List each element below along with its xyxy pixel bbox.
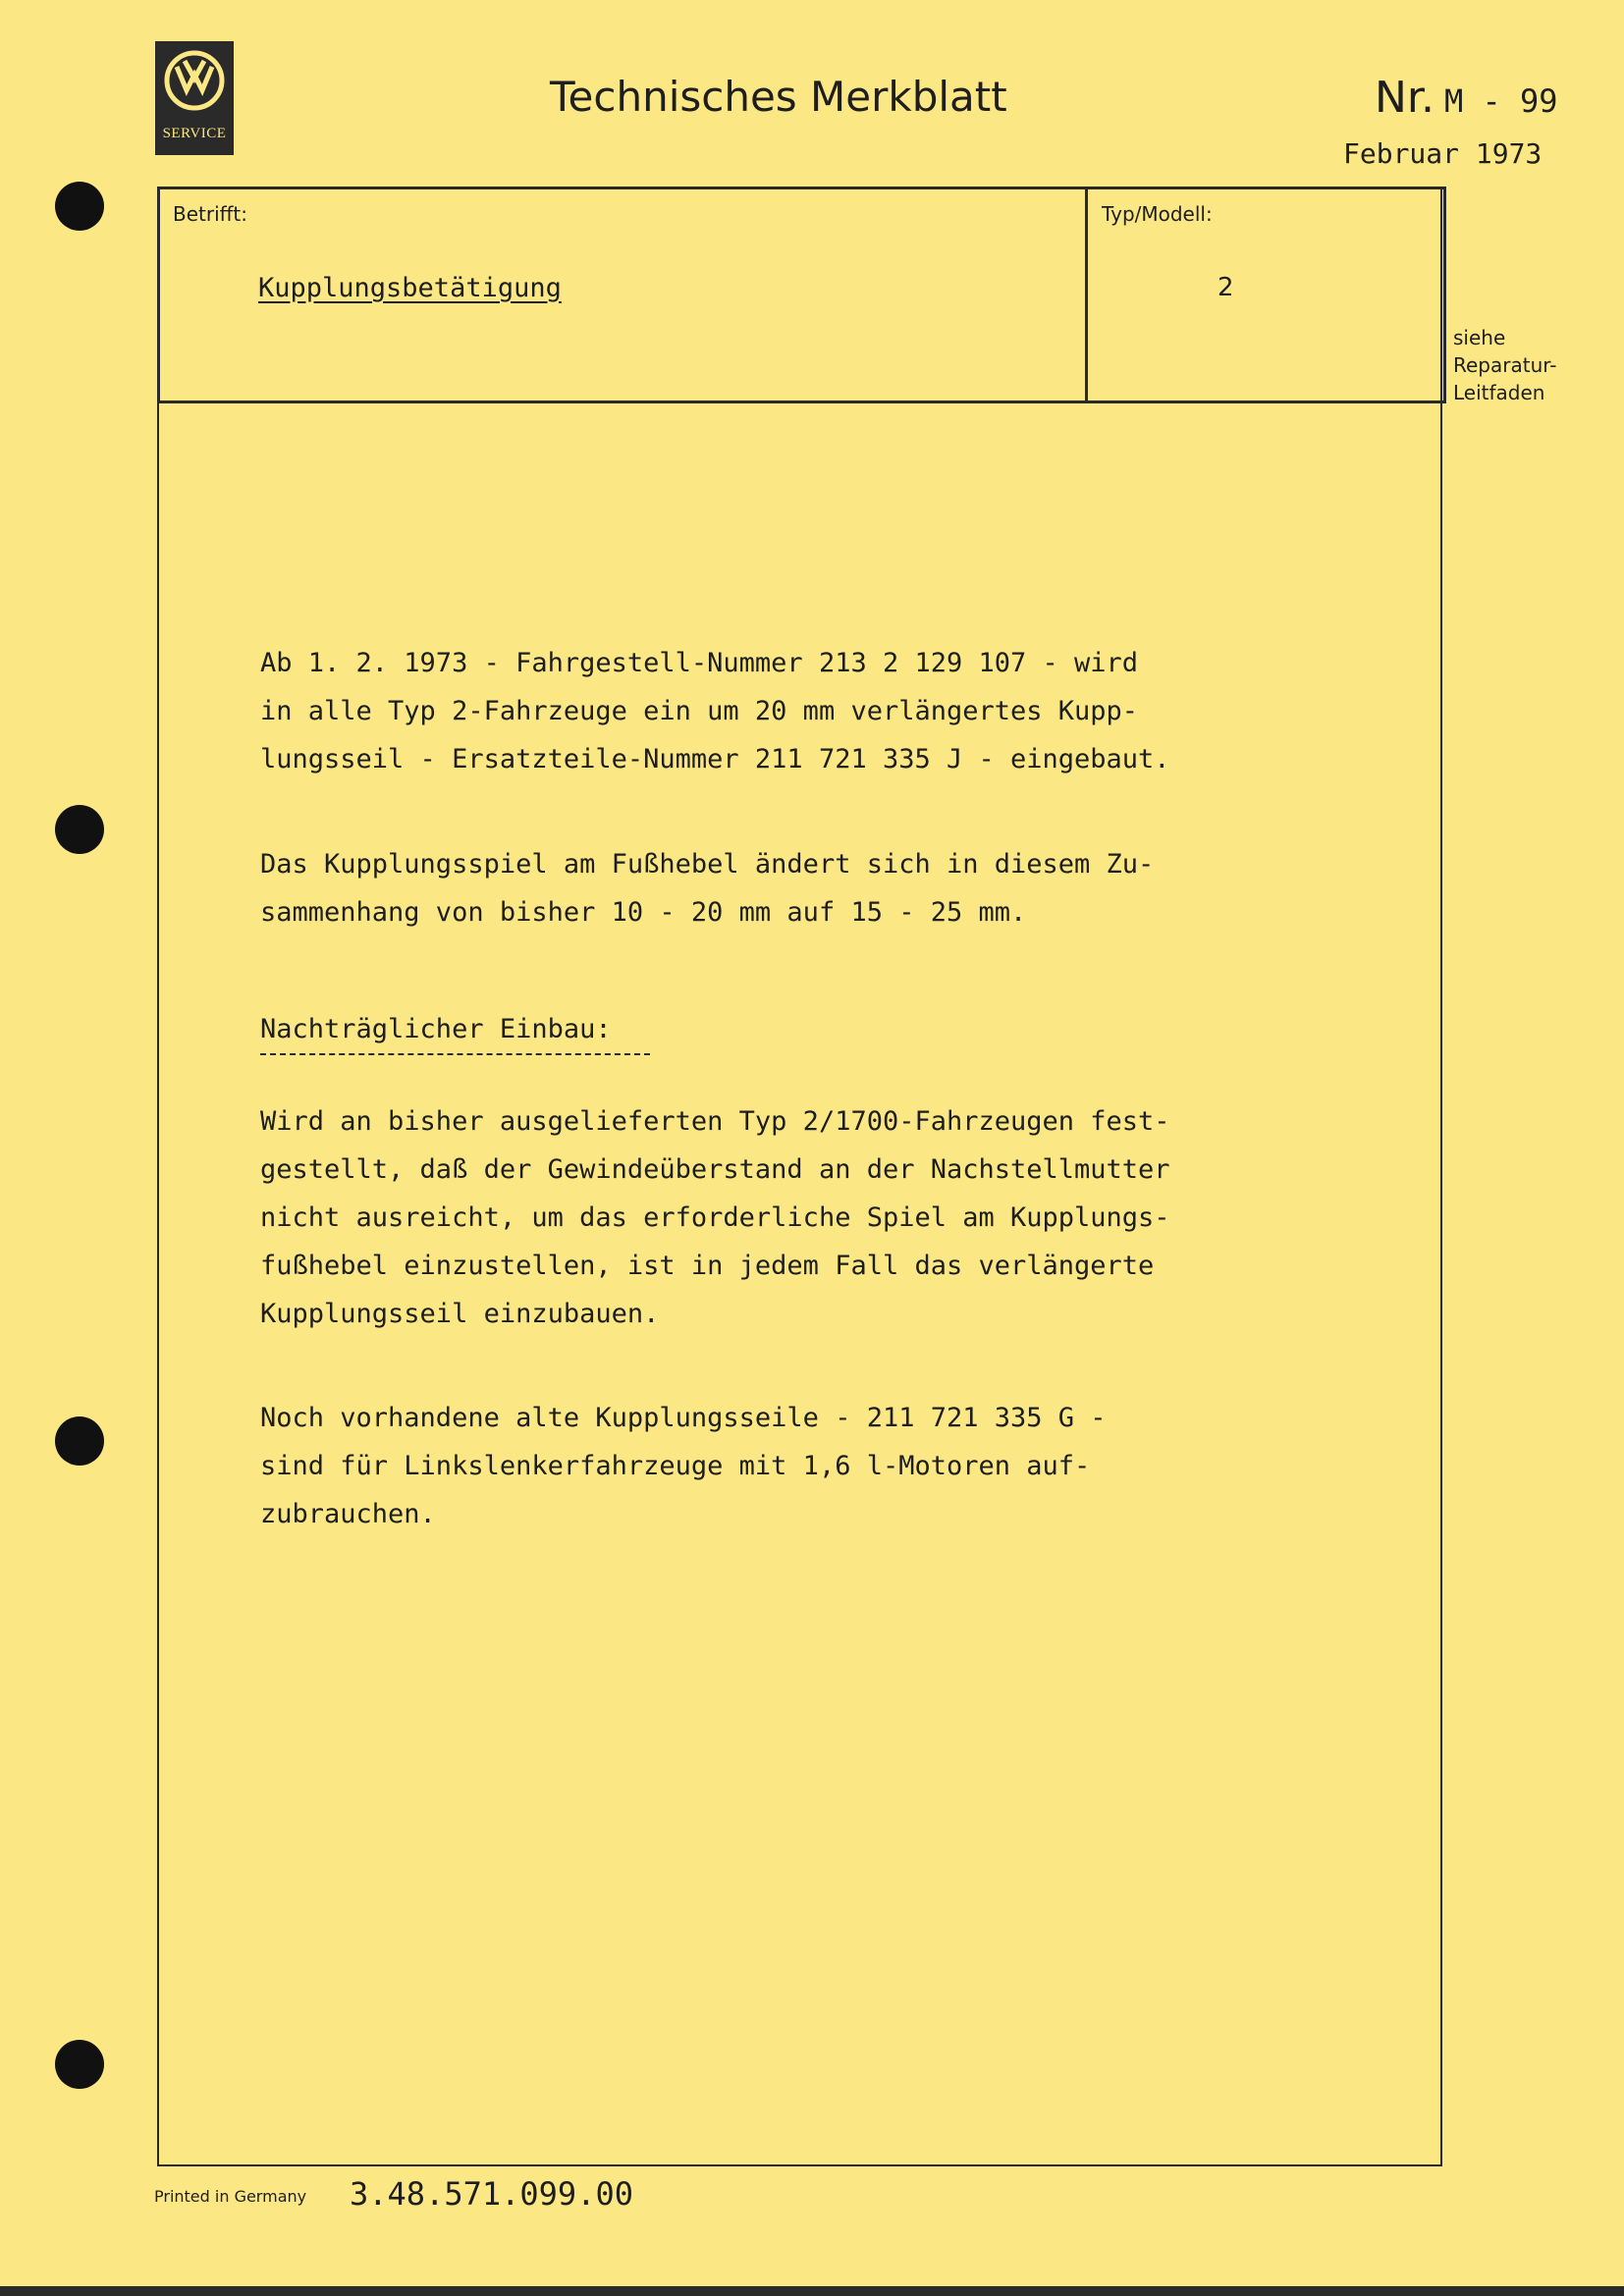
header-divider: [1085, 187, 1088, 403]
document-date: Februar 1973: [1343, 137, 1543, 170]
printed-in-germany: Printed in Germany: [154, 2187, 307, 2206]
document-title: Technisches Merkblatt: [550, 73, 1007, 121]
vw-emblem-icon: [163, 49, 226, 112]
paragraph-3: Wird an bisher ausgelieferten Typ 2/1700-Fahrzeugen fest- gestellt, daß der Gewindeüberstand an der Nachstellmutter nicht ausreicht, um das erforderliche Spiel am Kupplungs- fußhebel einzustellen, ist in jedem Fall das verlängerte Kupplungsseil einzubauen.: [260, 1106, 1170, 1329]
paragraph-4: Noch vorhandene alte Kupplungsseile - 211 721 335 G - sind für Linkslenkerfahrzeuge mit 1,6 l-Motoren auf- zubrauchen.: [260, 1403, 1107, 1529]
typ-modell-label: Typ/Modell:: [1102, 202, 1213, 226]
vw-service-logo: [155, 41, 234, 155]
section-heading: Nachträglicher Einbau:: [260, 1014, 612, 1044]
side-note-line: siehe: [1453, 326, 1506, 349]
betrifft-label: Betrifft:: [173, 202, 248, 226]
heading-underline: [260, 1053, 650, 1055]
side-note-line: Leitfaden: [1453, 381, 1545, 404]
punch-hole-2: [55, 805, 104, 854]
punch-hole-4: [55, 2040, 104, 2089]
punch-hole-1: [55, 182, 104, 231]
side-note: [1453, 324, 1556, 406]
nr-label: Nr.: [1375, 73, 1435, 123]
scan-bottom-edge: [0, 2286, 1624, 2296]
document-number: [1375, 73, 1558, 123]
paragraph-2: Das Kupplungsspiel am Fußhebel ändert sich in diesem Zu- sammenhang von bisher 10 - 20 mm auf 15 - 25 mm.: [260, 849, 1155, 928]
punch-hole-3: [55, 1416, 104, 1466]
side-note-line: Reparatur-: [1453, 353, 1557, 377]
paragraph-1: Ab 1. 2. 1973 - Fahrgestell-Nummer 213 2 129 107 - wird in alle Typ 2-Fahrzeuge ein um 20 mm verlängertes Kupp- lungsseil - Ersatzteile-Nummer 211 721 335 J - eingebaut.: [260, 648, 1170, 774]
subject-value: Kupplungsbetätigung: [258, 273, 562, 303]
typ-modell-value: 2: [1218, 273, 1234, 302]
nr-value: M - 99: [1443, 82, 1558, 120]
form-code: 3.48.571.099.00: [350, 2175, 633, 2213]
logo-service-text: SERVICE: [162, 126, 227, 141]
